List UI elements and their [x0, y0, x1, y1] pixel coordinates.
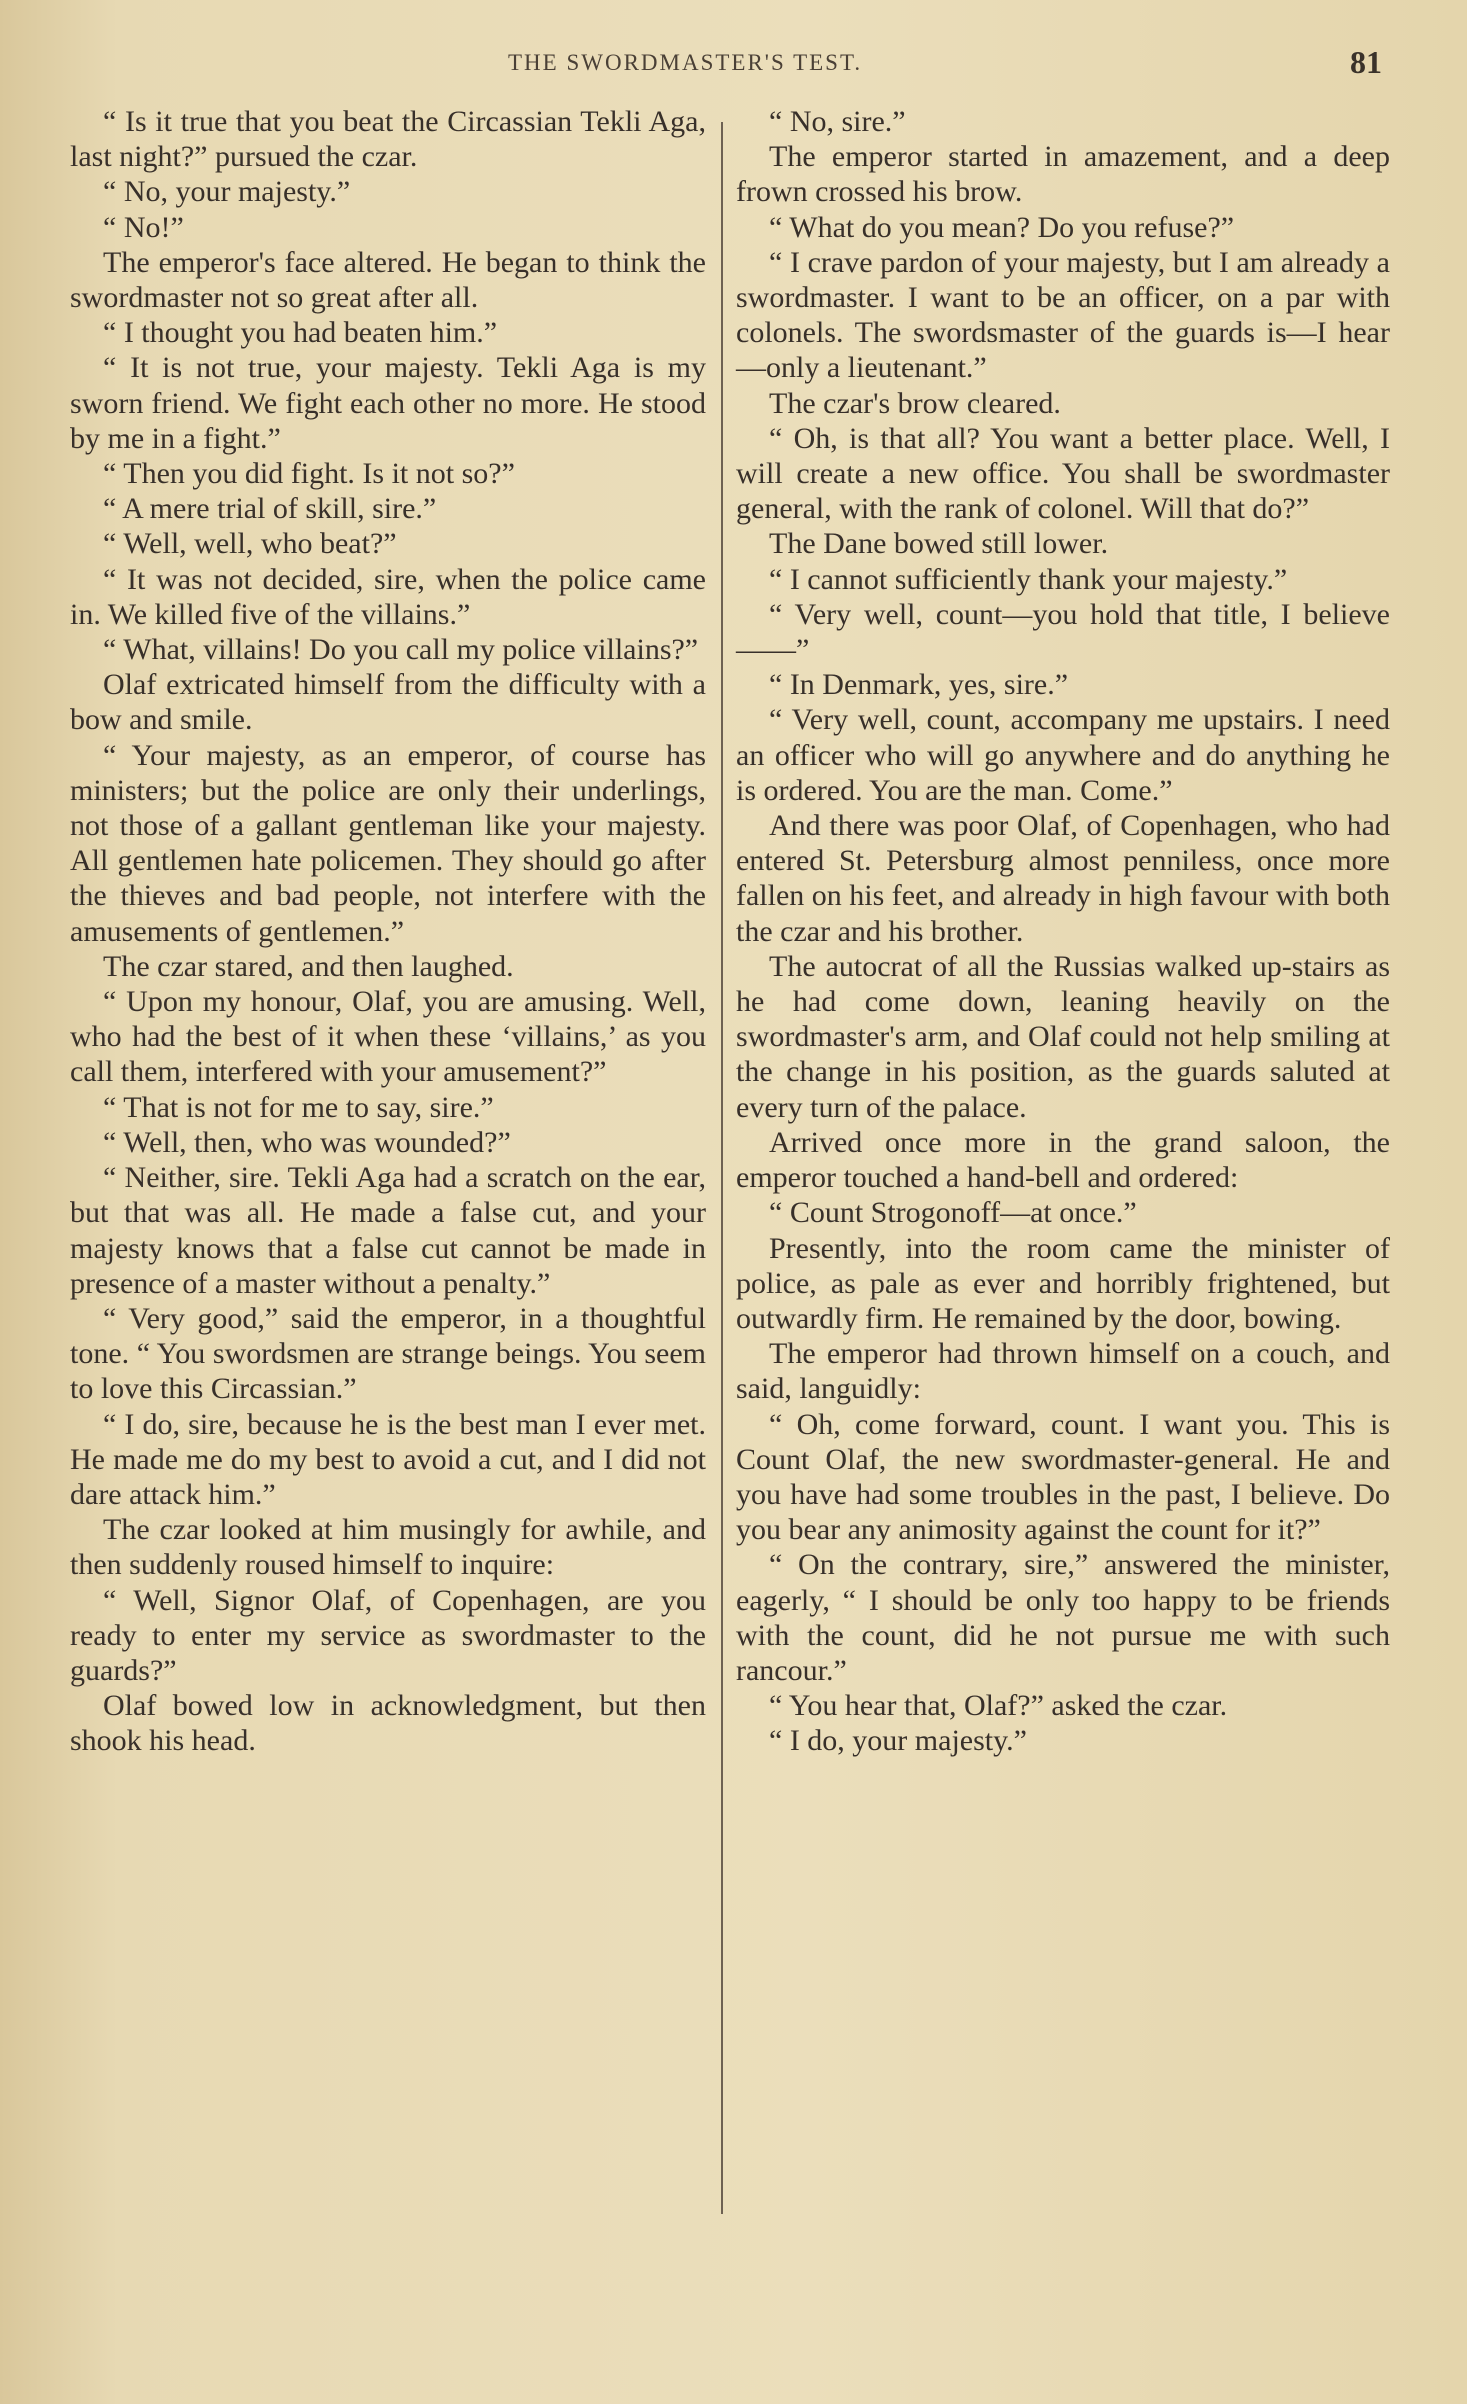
paragraph: Olaf bowed low in acknowledgment, but then shook his head.: [70, 1689, 706, 1758]
paragraph: The autocrat of all the Russias walked up-stairs as he had come down, leaning heavily on the swordmaster's arm, and Olaf could not help smiling at the change in his position, as the guards saluted at every turn of the palace.: [736, 949, 1390, 1124]
paragraph: “ No!”: [103, 210, 184, 244]
paragraph: Olaf extricated himself from the difficulty with a bow and smile.: [70, 668, 706, 737]
paragraph: “ Upon my honour, Olaf, you are amusing. Well, who had the best of it when these ‘villains,’ as you call them, interfered with your amusement?”: [70, 985, 706, 1089]
paragraph: And there was poor Olaf, of Copenhagen, who had entered St. Petersburg almost penniless, once more fallen on his feet, and already in high favour with both the czar and his brother.: [736, 809, 1390, 948]
paragraph: “ No, your majesty.”: [103, 175, 351, 209]
paragraph: “ On the contrary, sire,” answered the minister, eagerly, “ I should be only too happy to be friends with the count, did he not pursue me with such rancour.”: [736, 1548, 1390, 1687]
paragraph: “ I cannot sufficiently thank your majesty.”: [769, 562, 1288, 596]
paragraph: “ Well, Signor Olaf, of Copenhagen, are you ready to enter my service as swordmaster to the guards?”: [70, 1583, 706, 1687]
right-column: [736, 104, 1390, 1759]
paragraph: “ Well, then, who was wounded?”: [103, 1125, 511, 1159]
paragraph: “ It is not true, your majesty. Tekli Aga is my sworn friend. We fight each other no more. He stood by me in a fight.”: [70, 351, 706, 455]
running-title: THE SWORDMASTER'S TEST.: [508, 50, 863, 75]
paragraph: The emperor's face altered. He began to think the swordmaster not so great after all.: [70, 245, 706, 315]
column-divider: [721, 122, 723, 2214]
paragraph: “ In Denmark, yes, sire.”: [769, 668, 1069, 702]
paragraph: “ It was not decided, sire, when the police came in. We killed five of the villains.”: [70, 562, 706, 631]
paragraph: “ A mere trial of skill, sire.”: [103, 492, 437, 526]
paragraph: Arrived once more in the grand saloon, the emperor touched a hand-bell and ordered:: [736, 1125, 1390, 1195]
paragraph: “ Very good,” said the emperor, in a thoughtful tone. “ You swordsmen are strange beings. You seem to love this Circassian.”: [70, 1301, 706, 1406]
paragraph: The emperor had thrown himself on a couch, and said, languidly:: [736, 1337, 1390, 1406]
paragraph: “ Is it true that you beat the Circassian Tekli Aga, last night?” pursued the czar.: [70, 105, 706, 174]
paragraph: The czar's brow cleared.: [769, 386, 1061, 420]
paragraph: “ Very well, count, accompany me upstairs. I need an officer who will go anywhere and do anything he is ordered. You are the man. Come.”: [736, 703, 1390, 807]
paragraph: “ What do you mean? Do you refuse?”: [769, 210, 1235, 244]
paragraph: “ That is not for me to say, sire.”: [103, 1090, 494, 1124]
paragraph: “ Oh, come forward, count. I want you. This is Count Olaf, the new swordmaster-general. He and you have had some troubles in the past, I believe. Do you bear any animosity against the count for it?”: [736, 1407, 1390, 1547]
paragraph: “ I thought you had beaten him.”: [103, 316, 498, 350]
paragraph: “ Oh, is that all? You want a better place. Well, I will create a new office. You shall be swordmaster general, with the rank of colonel. Will that do?”: [736, 421, 1390, 526]
paragraph: “ No, sire.”: [769, 105, 906, 138]
paragraph: The emperor started in amazement, and a deep frown crossed his brow.: [736, 140, 1390, 209]
paragraph: The Dane bowed still lower.: [769, 527, 1109, 561]
paragraph: “ Your majesty, as an emperor, of course has ministers; but the police are only their underlings, not those of a gallant gentleman like your majesty. All gentlemen hate policemen. They should go after the thieves and bad people, not interfere with the amusements of gentlemen.”: [70, 738, 706, 948]
page-header: [0, 44, 1467, 84]
paragraph: Presently, into the room came the minister of police, as pale as ever and horribly frightened, but outwardly firm. He remained by the door, bowing.: [736, 1231, 1390, 1335]
paragraph: “ I do, sire, because he is the best man I ever met. He made me do my best to avoid a cut, and I did not dare attack him.”: [70, 1407, 706, 1511]
page-number: 81: [1350, 44, 1382, 80]
paragraph: The czar looked at him musingly for awhile, and then suddenly roused himself to inquire:: [70, 1513, 706, 1582]
paragraph: “ Count Strogonoff—at once.”: [769, 1196, 1137, 1230]
paragraph: “ Then you did fight. Is it not so?”: [103, 457, 515, 491]
paragraph: “ Well, well, who beat?”: [103, 527, 397, 561]
paragraph: “ Very well, count—you hold that title, I believe——”: [736, 597, 1390, 667]
paragraph: “ What, villains! Do you call my police villains?”: [103, 633, 699, 667]
paragraph: The czar stared, and then laughed.: [103, 949, 514, 983]
paragraph: “ I crave pardon of your majesty, but I am already a swordmaster. I want to be an officer, on a par with colonels. The swordsmaster of the guards is—I hear—only a lieutenant.”: [736, 245, 1390, 385]
paragraph: “ You hear that, Olaf?” asked the czar.: [769, 1689, 1228, 1723]
left-column: [70, 104, 706, 1759]
paragraph: “ Neither, sire. Tekli Aga had a scratch on the ear, but that was all. He made a false cut, and your majesty knows that a false cut cannot be made in presence of a master without a penalty.”: [70, 1161, 706, 1300]
paragraph: “ I do, your majesty.”: [769, 1724, 1027, 1758]
